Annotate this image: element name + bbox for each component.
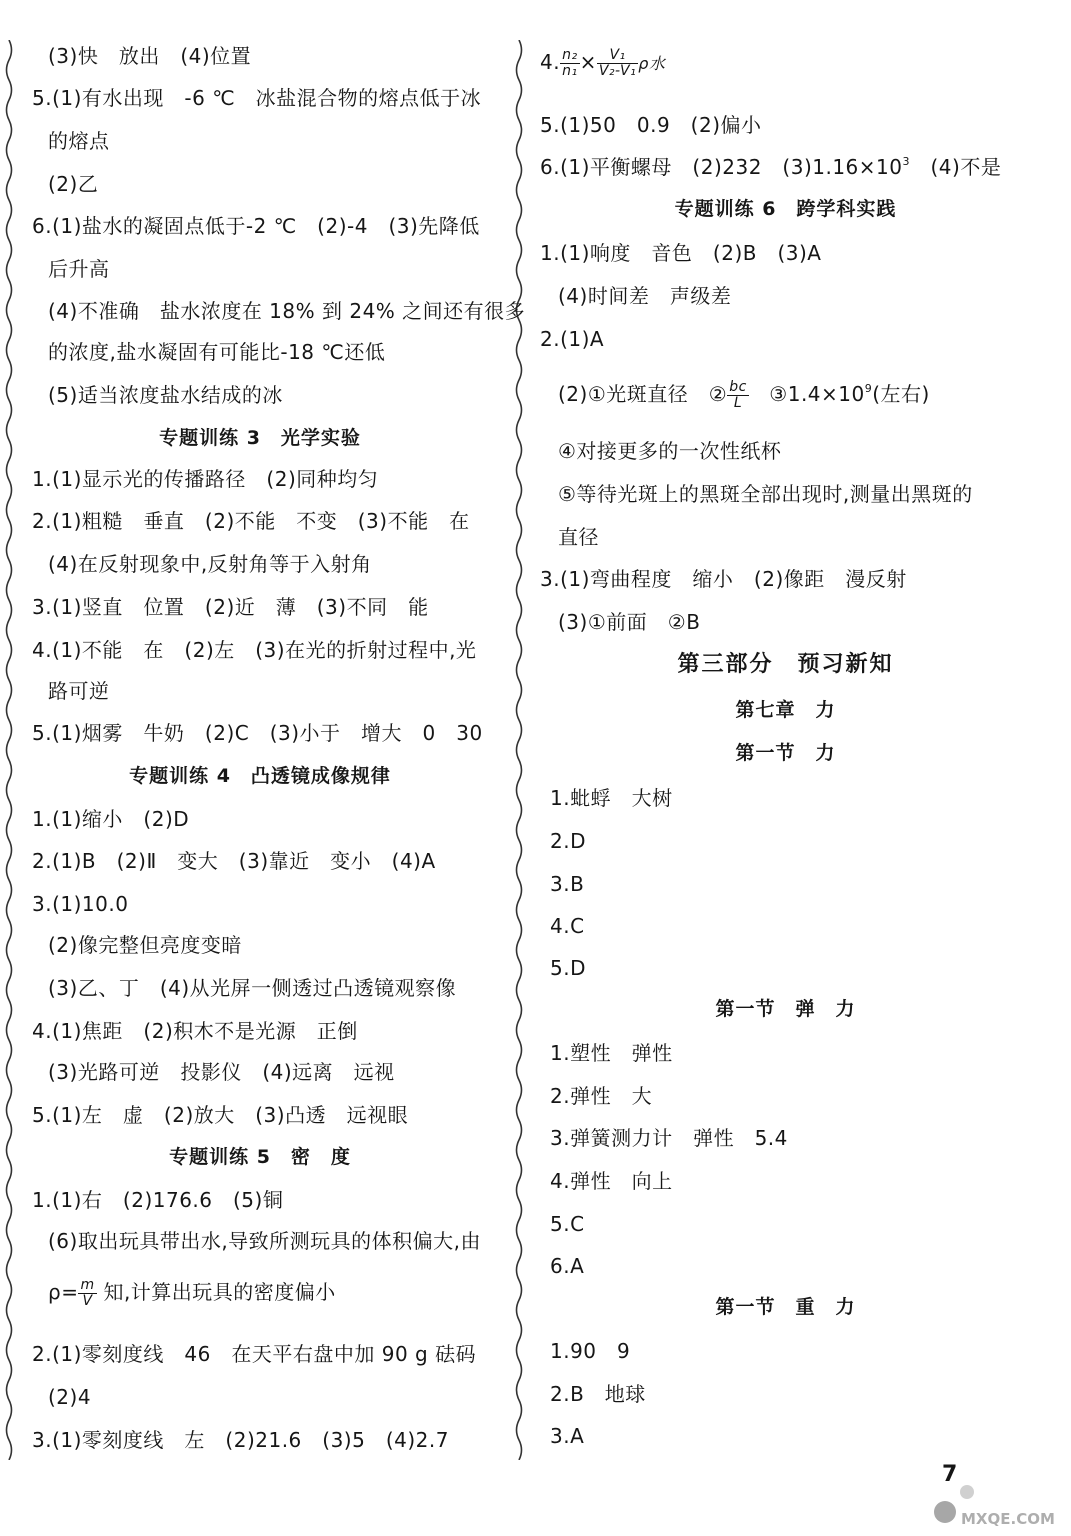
fraction-denominator: L bbox=[733, 395, 743, 411]
answer-line bbox=[540, 154, 1001, 180]
answer-line bbox=[558, 380, 930, 411]
fraction-denominator: V₂-V₁ bbox=[598, 63, 637, 79]
answer-line: 2.D bbox=[550, 829, 586, 853]
answer-text: (左右) bbox=[872, 382, 930, 406]
answer-line: 4.(1)不能 在 (2)左 (3)在光的折射过程中,光 bbox=[32, 638, 477, 662]
answer-line: 6.(1)盐水的凝固点低于-2 ℃ (2)-4 (3)先降低 bbox=[32, 214, 480, 238]
answer-line: 2.(1)B (2)Ⅱ 变大 (3)靠近 变小 (4)A bbox=[32, 849, 436, 873]
density-symbol: ρ水 bbox=[638, 54, 666, 73]
answer-line: 3.(1)零刻度线 左 (2)21.6 (3)5 (4)2.7 bbox=[32, 1428, 449, 1452]
answer-line: (3)乙、丁 (4)从光屏一侧透过凸透镜观察像 bbox=[48, 976, 457, 1000]
section-heading: 专题训练 4 凸透镜成像规律 bbox=[129, 765, 391, 787]
answer-line: 1.(1)缩小 (2)D bbox=[32, 807, 190, 831]
answer-line: ⑤等待光斑上的黑斑全部出现时,测量出黑斑的 bbox=[558, 482, 973, 506]
answer-text: ③1.4×10 bbox=[748, 382, 865, 406]
answer-line: (3)快 放出 (4)位置 bbox=[48, 44, 252, 68]
answer-line: 4.(1)焦距 (2)积木不是光源 正倒 bbox=[32, 1019, 358, 1043]
left-column bbox=[0, 0, 526, 1536]
formula-prefix: ρ= bbox=[48, 1280, 79, 1304]
answer-line: 2.(1)零刻度线 46 在天平右盘中加 90 g 砝码 bbox=[32, 1342, 477, 1366]
section-heading: 专题训练 5 密 度 bbox=[169, 1146, 351, 1168]
answer-text: 6.(1)平衡螺母 (2)232 (3)1.16×10 bbox=[540, 155, 903, 179]
answer-line: (2)乙 bbox=[48, 172, 99, 196]
answer-line: 5.D bbox=[550, 956, 586, 980]
answer-line: 5.(1)有水出现 -6 ℃ 冰盐混合物的熔点低于冰 bbox=[32, 86, 482, 110]
answer-line: 3.(1)10.0 bbox=[32, 892, 129, 916]
answer-line: 3.A bbox=[550, 1424, 585, 1448]
density-formula-line bbox=[48, 1278, 336, 1309]
chapter-heading: 第七章 力 bbox=[735, 699, 836, 721]
exponent: 3 bbox=[902, 155, 910, 168]
times-sign: × bbox=[579, 50, 597, 74]
answer-line: 路可逆 bbox=[48, 679, 110, 703]
answer-line: 2.(1)A bbox=[540, 327, 605, 351]
fraction-numerator: n₂ bbox=[562, 47, 578, 63]
answer-line: 3.B bbox=[550, 872, 585, 896]
formula-suffix: 知,计算出玩具的密度偏小 bbox=[96, 1280, 336, 1304]
answer-line: 的浓度,盐水凝固有可能比-18 ℃还低 bbox=[48, 340, 386, 364]
answer-line: ④对接更多的一次性纸杯 bbox=[558, 439, 782, 463]
section-heading: 第一节 弹 力 bbox=[715, 998, 856, 1020]
answer-line: 1.90 9 bbox=[550, 1339, 631, 1363]
section-heading: 专题训练 3 光学实验 bbox=[159, 427, 361, 449]
fraction bbox=[78, 1278, 96, 1309]
answer-line: 的熔点 bbox=[48, 129, 110, 153]
answer-line: (3)光路可逆 投影仪 (4)远离 远视 bbox=[48, 1060, 395, 1084]
answer-line: 1.蚍蜉 大树 bbox=[550, 786, 673, 810]
answer-text: (2)①光斑直径 ② bbox=[558, 382, 728, 406]
answer-line: 5.(1)烟雾 牛奶 (2)C (3)小于 增大 0 30 bbox=[32, 721, 483, 745]
answer-line: 1.(1)显示光的传播路径 (2)同种均匀 bbox=[32, 467, 379, 491]
answer-line: 3.弹簧测力计 弹性 5.4 bbox=[550, 1126, 788, 1150]
exponent: 9 bbox=[864, 382, 873, 395]
answer-line: 1.(1)右 (2)176.6 (5)铜 bbox=[32, 1188, 284, 1212]
fraction-numerator: m bbox=[80, 1277, 95, 1293]
answer-line: (4)在反射现象中,反射角等于入射角 bbox=[48, 552, 372, 576]
fraction-numerator: bc bbox=[729, 379, 747, 395]
answer-line: 5.(1)左 虚 (2)放大 (3)凸透 远视眼 bbox=[32, 1103, 409, 1127]
page-number: 7 bbox=[942, 1462, 958, 1487]
answer-line: (2)4 bbox=[48, 1385, 92, 1409]
answer-line: (3)①前面 ②B bbox=[558, 610, 701, 634]
fraction bbox=[597, 48, 638, 79]
fraction-denominator: V bbox=[82, 1293, 93, 1309]
answer-line: 6.A bbox=[550, 1254, 585, 1278]
answer-line: 1.塑性 弹性 bbox=[550, 1041, 673, 1065]
answer-line: 5.(1)50 0.9 (2)偏小 bbox=[540, 113, 762, 137]
answer-line: 2.弹性 大 bbox=[550, 1084, 653, 1108]
answer-line: (2)像完整但亮度变暗 bbox=[48, 933, 242, 957]
answer-line: (4)时间差 声级差 bbox=[558, 284, 732, 308]
watermark-logo bbox=[915, 1470, 1065, 1530]
fraction-denominator: n₁ bbox=[562, 63, 578, 79]
answer-line: 1.(1)响度 音色 (2)B (3)A bbox=[540, 241, 822, 265]
answer-line: (5)适当浓度盐水结成的冰 bbox=[48, 383, 283, 407]
section-heading: 第一节 力 bbox=[735, 742, 836, 764]
answer-line: 5.C bbox=[550, 1212, 585, 1236]
answer-line: 2.(1)粗糙 垂直 (2)不能 不变 (3)不能 在 bbox=[32, 509, 470, 533]
watermark-text: MXQE.COM bbox=[961, 1510, 1055, 1528]
answer-line: 2.B 地球 bbox=[550, 1382, 646, 1406]
answer-line: 3.(1)竖直 位置 (2)近 薄 (3)不同 能 bbox=[32, 595, 429, 619]
item-number: 4. bbox=[540, 50, 561, 74]
formula-line bbox=[540, 48, 665, 79]
part-heading: 第三部分 预习新知 bbox=[677, 652, 894, 677]
fraction bbox=[727, 380, 749, 411]
answer-line: 4.C bbox=[550, 914, 585, 938]
answer-line: 3.(1)弯曲程度 缩小 (2)像距 漫反射 bbox=[540, 567, 907, 591]
right-column bbox=[530, 0, 1071, 1536]
answer-line: 直径 bbox=[558, 525, 599, 549]
section-heading: 专题训练 6 跨学科实践 bbox=[674, 198, 897, 220]
answer-line: 后升高 bbox=[48, 257, 110, 281]
answer-line: (4)不准确 盐水浓度在 18% 到 24% 之间还有很多 bbox=[48, 299, 526, 323]
answer-line: (6)取出玩具带出水,导致所测玩具的体积偏大,由 bbox=[48, 1229, 482, 1253]
fraction-numerator: V₁ bbox=[597, 48, 638, 64]
section-heading: 第一节 重 力 bbox=[715, 1296, 856, 1318]
answer-text: (4)不是 bbox=[909, 155, 1002, 179]
fraction bbox=[560, 48, 580, 79]
answer-line: 4.弹性 向上 bbox=[550, 1169, 673, 1193]
